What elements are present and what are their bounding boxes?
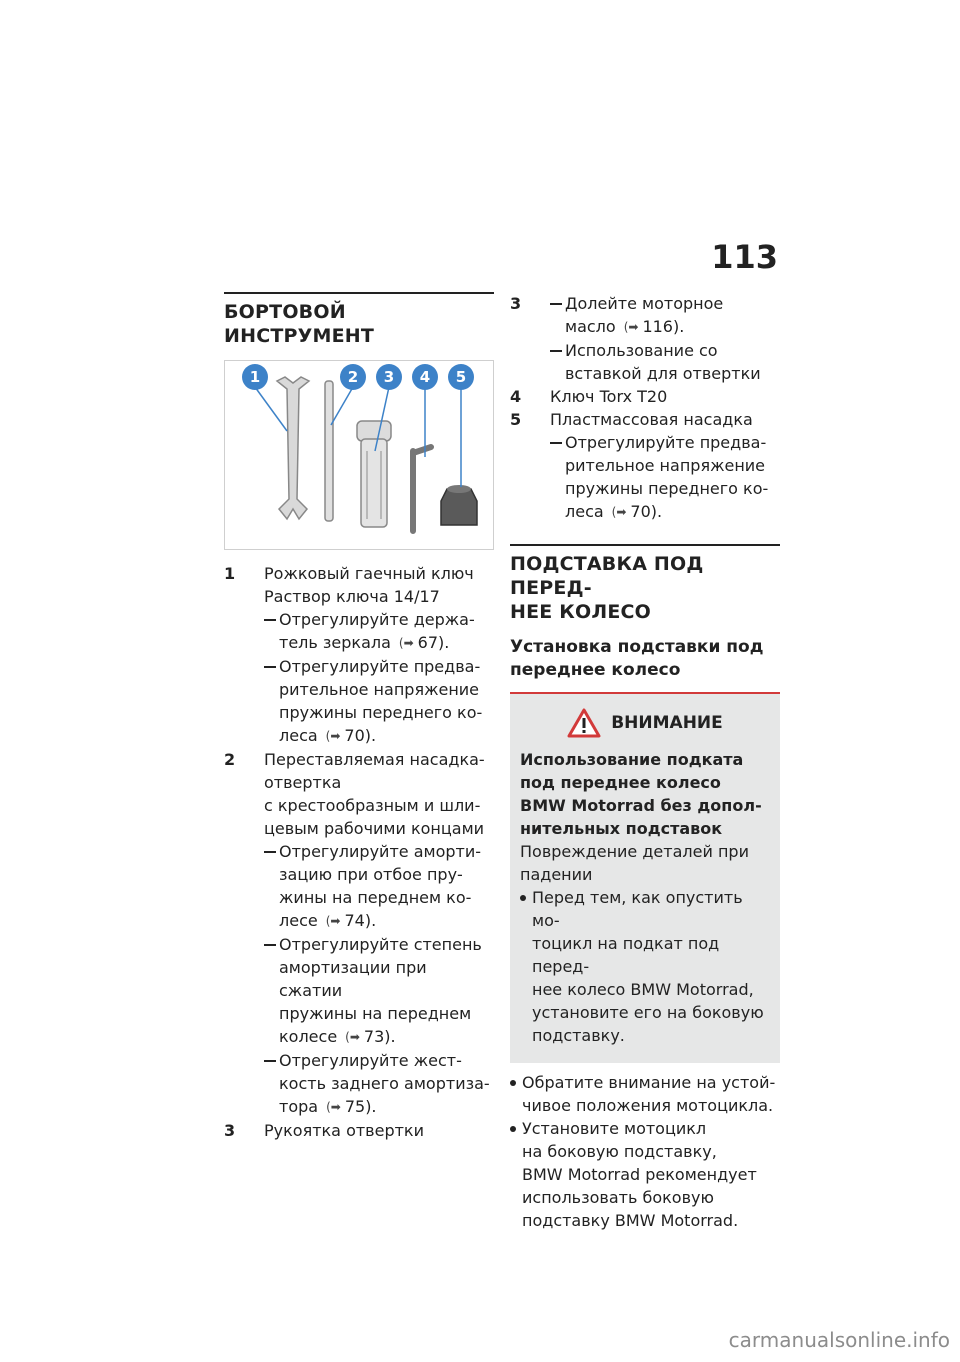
item-number: 4 — [510, 387, 522, 406]
dash-line-text: Отрегулируйте аморти- — [279, 842, 481, 861]
dash-line-text: масло — [565, 317, 616, 336]
dash-line-text: Отрегулируйте предва- — [565, 433, 767, 452]
section-heading — [510, 552, 780, 624]
item-line: Рукоятка отвертки — [264, 1121, 424, 1140]
callout-label-4: 4 — [419, 368, 431, 386]
dash-line-text: рительное напряжение — [565, 456, 766, 475]
dash-line-text: зацию при отбое пру- — [279, 865, 463, 884]
warning-box — [510, 692, 780, 1063]
dash-line-text: лесе — [279, 911, 318, 930]
tool-kit-figure — [224, 360, 494, 550]
tool-item-2 — [224, 748, 494, 1119]
instruction-line: подставку BMW Motorrad. — [522, 1211, 739, 1230]
section-rule — [510, 544, 780, 546]
dash-line-text: Долейте моторное — [565, 294, 724, 313]
warning-title: ВНИМАНИЕ — [611, 712, 723, 733]
callout-label-1: 1 — [249, 368, 261, 386]
arrow-ref-icon: (➡ — [611, 505, 627, 519]
page-ref: 70). — [344, 726, 377, 745]
dash-line-text: пружины переднего ко- — [279, 703, 483, 722]
dash-line-text: Отрегулируйте жест- — [279, 1051, 462, 1070]
warning-bullet-line: нее колесо BMW Motorrad, — [532, 980, 754, 999]
heading-line: ПОДСТАВКА ПОД ПЕРЕД- — [510, 553, 704, 599]
instruction-line: использовать боковую — [522, 1188, 714, 1207]
warning-bold-line: BMW Motorrad без допол- — [520, 796, 762, 815]
arrow-ref-icon: (➡ — [325, 729, 341, 743]
warning-bold-text — [520, 748, 770, 840]
arrow-ref-icon: (➡ — [326, 1100, 341, 1114]
section-rule — [224, 292, 494, 294]
dash-item — [264, 840, 494, 933]
dash-line-text: вставкой для отвертки — [565, 364, 761, 383]
instruction-line: BMW Motorrad рекомендует — [522, 1165, 757, 1184]
tool-item-5 — [510, 408, 780, 524]
item-line: отвертка — [264, 773, 342, 792]
screwdriver-handle-icon — [357, 421, 391, 527]
arrow-ref-icon: (➡ — [623, 320, 639, 334]
instruction-list — [510, 1071, 780, 1232]
sub-heading — [510, 636, 780, 682]
page-ref: 74). — [344, 911, 377, 930]
warning-text-line: падении — [520, 865, 593, 884]
item-number: 3 — [224, 1121, 236, 1140]
callout-label-3: 3 — [383, 368, 395, 386]
dash-line-text: Отрегулируйте держа- — [279, 610, 475, 629]
item-number: 1 — [224, 564, 236, 583]
warning-bullet-line: Перед тем, как опустить мо- — [532, 888, 743, 930]
warning-bullet — [520, 886, 770, 1047]
dash-line-text: кость заднего амортиза- — [279, 1074, 490, 1093]
warning-text-line: Повреждение деталей при — [520, 842, 749, 861]
tool-item-3 — [224, 1119, 494, 1142]
warning-bold-line: нительных подставок — [520, 819, 723, 838]
item-line: Переставляемая насадка- — [264, 750, 485, 769]
wrench-icon — [277, 377, 309, 519]
page-ref: 70). — [630, 502, 663, 521]
item-number: 3 — [510, 294, 522, 313]
dash-line-text: Отрегулируйте предва- — [279, 657, 481, 676]
sub-heading-line: переднее колесо — [510, 660, 681, 680]
watermark: carmanualsonline.info — [728, 1328, 950, 1352]
left-column — [224, 292, 494, 1142]
dash-item — [550, 339, 780, 385]
tool-item-3-continued — [510, 292, 780, 385]
item-line: Пластмассовая насадка — [550, 410, 753, 429]
item-line: цевым рабочими концами — [264, 819, 485, 838]
screwdriver-bit-icon — [325, 381, 333, 521]
instruction-line: на боковую подставку, — [522, 1142, 717, 1161]
arrow-ref-icon: (➡ — [325, 914, 341, 928]
tool-item-4 — [510, 385, 780, 408]
item-line: Рожковый гаечный ключ — [264, 564, 474, 583]
warning-bullet-line: тоцикл на подкат под перед- — [532, 934, 720, 976]
page-ref: 75). — [344, 1097, 377, 1116]
instruction-line: Обратите внимание на устой- — [522, 1073, 776, 1092]
dash-line-text: рительное напряжение — [279, 680, 480, 699]
dash-line-text: леса — [565, 502, 604, 521]
warning-header — [520, 708, 770, 738]
dash-line-text: пружины переднего ко- — [565, 479, 769, 498]
arrow-ref-icon: (➡ — [398, 636, 414, 650]
warning-bold-line: Использование подката — [520, 750, 744, 769]
callout-badges — [242, 364, 474, 390]
dash-item — [264, 1049, 494, 1119]
page-ref: 73). — [363, 1027, 396, 1046]
warning-bullet-line: установите его на боковую — [532, 1003, 764, 1022]
dash-line-text: Использование со — [565, 341, 718, 360]
dash-item — [264, 933, 494, 1049]
page-number: 113 — [711, 238, 778, 276]
item-line: с крестообразным и шли- — [264, 796, 481, 815]
dash-line-text: Отрегулируйте степень — [279, 935, 482, 954]
instruction-line: чивое положения мотоцикла. — [522, 1096, 774, 1115]
callout-label-2: 2 — [347, 368, 359, 386]
dash-line-text: жины на переднем ко- — [279, 888, 472, 907]
right-column — [510, 292, 780, 1232]
warning-bold-line: под переднее колесо — [520, 773, 721, 792]
section-heading: БОРТОВОЙ ИНСТРУМЕНТ — [224, 301, 375, 347]
dash-item — [550, 292, 780, 339]
page-ref: 67). — [417, 633, 450, 652]
instruction-bullet — [510, 1117, 780, 1232]
dash-line-text: амортизации при сжатии — [279, 958, 427, 1000]
sub-heading-line: Установка подставки под — [510, 637, 764, 657]
tool-kit-illustration — [225, 361, 493, 549]
item-number: 5 — [510, 410, 522, 429]
dash-line-text: пружины на переднем — [279, 1004, 472, 1023]
warning-bullet-line: подставку. — [532, 1026, 625, 1045]
arrow-ref-icon: (➡ — [345, 1030, 360, 1044]
dash-item — [550, 431, 780, 524]
callout-label-5: 5 — [455, 368, 467, 386]
dash-line-text: леса — [279, 726, 318, 745]
instruction-line: Установите мотоцикл — [522, 1119, 707, 1138]
torx-key-icon — [413, 447, 431, 531]
item-number: 2 — [224, 750, 236, 769]
dash-line-text: тель зеркала — [279, 633, 391, 652]
plastic-attachment-icon — [441, 485, 477, 525]
warning-triangle-icon — [567, 708, 601, 738]
page-ref: 116). — [642, 317, 685, 336]
dash-item — [264, 655, 494, 748]
item-line: Раствор ключа 14/17 — [264, 587, 440, 606]
tool-item-1 — [224, 562, 494, 748]
dash-line-text: тора — [279, 1097, 319, 1116]
item-line: Ключ Torx T20 — [550, 387, 668, 406]
dash-item — [264, 608, 494, 655]
heading-line: НЕЕ КОЛЕСО — [510, 601, 652, 623]
dash-line-text: колесе — [279, 1027, 338, 1046]
instruction-bullet — [510, 1071, 780, 1117]
